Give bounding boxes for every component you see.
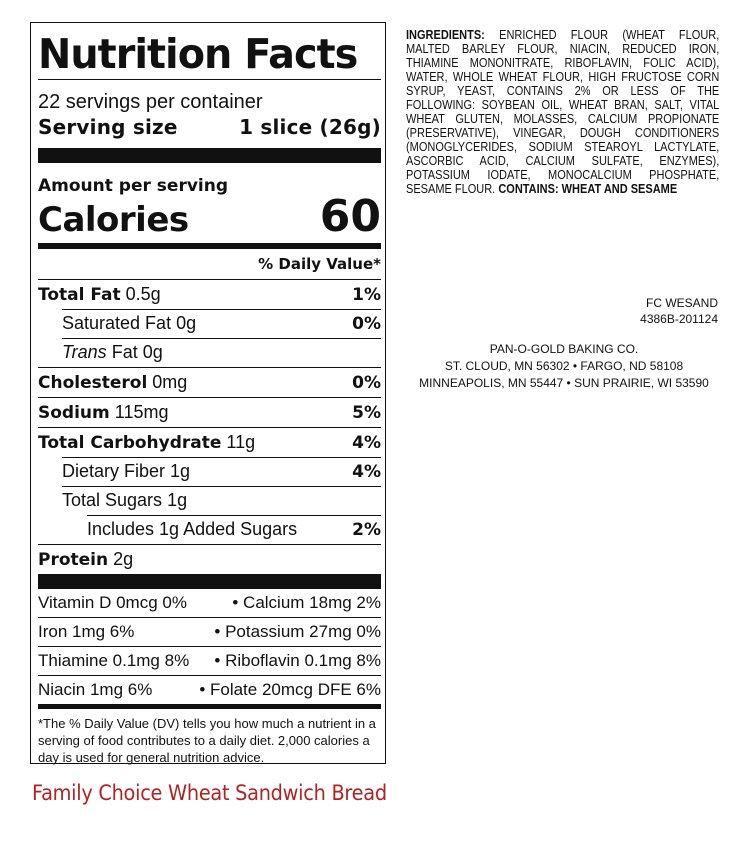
nutrient-row-saturated-fat	[38, 309, 381, 338]
code-line: 4386B-201124	[640, 312, 718, 326]
nutrient-name: Cholesterol	[38, 373, 148, 393]
ingredients-heading: INGREDIENTS:	[406, 28, 485, 42]
ingredients-text: ENRICHED FLOUR (WHEAT FLOUR, MALTED BARLEY FLOUR, NIACIN, REDUCED IRON, THIAMINE MONONITRATE, RIBOFLAVIN, FOLIC ACID), WATER, WHOLE WHEAT FLOUR, HIGH FRUCTOSE CORN SYRUP, YEAST, CONTAINS 2% OR LESS OF THE FOLLOWING: SOYBEAN OIL, WHEAT BRAN, SALT, VITAL WHEAT GLUTEN, MOLASSES, CALCIUM PROPIONATE (PRESERVATIVE), VINEGAR, DOUGH CONDITIONERS (MONOGLYCERIDES, SODIUM STEAROYL LACTYLATE, ASCORBIC ACID, CALCIUM SULFATE, ENZYMES), POTASSIUM IODATE, MONOCALCIUM PHOSPHATE, SESAME FLOUR.	[406, 28, 720, 196]
vitamin-left: Iron 1mg 6%	[38, 622, 135, 641]
nutrient-name: Sodium	[38, 403, 110, 423]
nutrition-facts-label	[30, 22, 386, 764]
nutrient-dv: 1%	[352, 284, 381, 305]
medium-divider	[38, 704, 381, 709]
nutrient-row-protein	[38, 544, 381, 574]
nutrient-amount: 1g	[167, 490, 188, 510]
vitamin-row	[38, 646, 381, 675]
calories-label: Calories	[38, 200, 189, 240]
nutrient-row-trans-fat	[38, 338, 381, 367]
nutrient-name: Dietary Fiber	[62, 461, 166, 481]
vitamin-right: • Riboflavin 0.1mg 8%	[214, 651, 381, 670]
serving-size	[38, 114, 381, 140]
nutrient-name: Total Sugars	[62, 490, 163, 510]
ingredients-block	[406, 28, 719, 196]
vitamin-right: • Potassium 27mg 0%	[214, 622, 381, 641]
calories-row	[38, 191, 381, 242]
serving-size-label: Serving size	[38, 115, 178, 139]
company-name: PAN-O-GOLD BAKING CO.	[489, 342, 639, 356]
nutrient-row-cholesterol	[38, 367, 381, 397]
allergen-statement: CONTAINS: WHEAT AND SESAME	[498, 182, 678, 196]
vitamin-left: Niacin 1mg 6%	[38, 680, 153, 699]
label-title: Nutrition Facts	[38, 30, 358, 78]
nutrient-name: Protein	[38, 550, 109, 570]
nutrient-row-total-carbohydrate	[38, 427, 381, 457]
vitamin-right: • Folate 20mcg DFE 6%	[199, 680, 381, 699]
nutrient-name: Saturated Fat	[62, 313, 172, 333]
nutrient-amount: 0mg	[152, 372, 188, 392]
product-name: Family Choice Wheat Sandwich Bread	[32, 781, 387, 805]
nutrient-dv: 0%	[352, 313, 381, 334]
nutrient-amount: 2g	[113, 549, 134, 569]
daily-value-footnote: *The % Daily Value (DV) tells you how much a nutrient in a serving of food contributes to a daily diet. 2,000 calories a day is used for general nutrition advice.	[38, 716, 376, 765]
nutrient-amount: 11g	[226, 432, 256, 452]
manufacturer-address	[402, 341, 726, 392]
daily-value-header: % Daily Value*	[258, 255, 381, 273]
nutrient-amount: 115mg	[114, 402, 169, 422]
amount-per-serving: Amount per serving	[38, 176, 229, 196]
nutrient-dv: 5%	[352, 402, 381, 423]
code-line: FC WESAND	[646, 296, 718, 310]
nutrient-amount: 0g	[176, 313, 197, 333]
vitamin-row	[38, 617, 381, 646]
nutrient-dv: 2%	[352, 519, 381, 540]
nutrient-amount: 0.5g	[125, 284, 161, 304]
servings-per-container: 22 servings per container	[38, 91, 263, 113]
product-code	[640, 295, 718, 327]
vitamin-right: • Calcium 18mg 2%	[232, 593, 381, 612]
nutrient-amount: 1g	[170, 461, 191, 481]
address-line: ST. CLOUD, MN 56302 • FARGO, ND 58108	[444, 359, 684, 373]
vitamin-left: Vitamin D 0mcg 0%	[38, 593, 187, 612]
nutrient-name: Trans	[62, 342, 107, 362]
nutrient-name: Total Carbohydrate	[38, 433, 222, 453]
vitamin-row	[38, 675, 381, 704]
divider	[38, 79, 381, 80]
thick-divider	[38, 574, 381, 589]
vitamin-row	[38, 589, 381, 617]
nutrient-name: Includes 1g Added Sugars	[87, 519, 298, 539]
serving-size-value: 1 slice (26g)	[239, 115, 381, 139]
nutrient-row-added-sugars	[38, 515, 381, 544]
address-line: MINNEAPOLIS, MN 55447 • SUN PRAIRIE, WI 53590	[419, 376, 709, 390]
thick-divider	[38, 148, 381, 163]
nutrient-row-dietary-fiber	[38, 457, 381, 486]
nutrient-dv: 0%	[352, 372, 381, 393]
nutrient-amount: Fat 0g	[111, 342, 163, 362]
nutrient-name: Total Fat	[38, 285, 121, 305]
calories-value: 60	[319, 191, 381, 242]
nutrient-dv: 4%	[352, 432, 381, 453]
nutrient-dv: 4%	[352, 461, 381, 482]
nutrient-row-total-sugars	[38, 486, 381, 515]
nutrient-row-total-fat	[38, 279, 381, 309]
vitamin-left: Thiamine 0.1mg 8%	[38, 651, 190, 670]
nutrient-row-sodium	[38, 397, 381, 427]
